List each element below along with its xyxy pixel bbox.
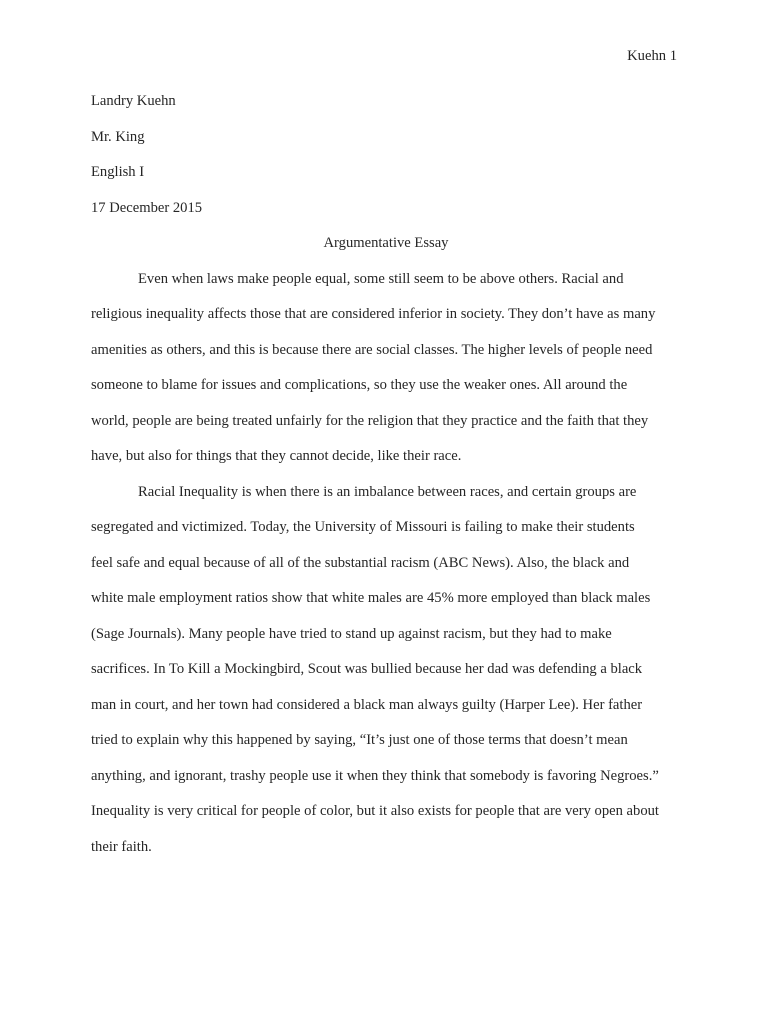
paragraph-line: man in court, and her town had considered a black man always guilty (Harper Lee). Her father <box>91 696 643 713</box>
paragraph-line: world, people are being treated unfairly for the religion that they practice and the faith that they <box>91 412 649 429</box>
paragraph-line: Even when laws make people equal, some still seem to be above others. Racial and <box>138 270 624 287</box>
course-name: English I <box>91 164 145 180</box>
paragraph-line: white male employment ratios show that white males are 45% more employed than black males <box>91 590 651 606</box>
paragraph-line: someone to blame for issues and complications, so they use the weaker ones. All around the <box>91 377 628 393</box>
paragraph-line: religious inequality affects those that are considered inferior in society. They don’t have as many <box>91 306 656 322</box>
paragraph-line: Racial Inequality is when there is an imbalance between races, and certain groups are <box>138 483 637 500</box>
essay-date: 17 December 2015 <box>91 199 203 216</box>
paragraph-2 <box>91 480 681 871</box>
essay-body <box>91 89 681 870</box>
paragraph-line: Inequality is very critical for people of color, but it also exists for people that are very open about <box>91 803 659 819</box>
paragraph-line: (Sage Journals). Many people have tried to stand up against racism, but they had to make <box>91 625 612 642</box>
paragraph-line: have, but also for things that they cannot decide, like their race. <box>91 448 462 464</box>
paragraph-1 <box>91 267 681 480</box>
paragraph-line: segregated and victimized. Today, the University of Missouri is failing to make their students <box>91 519 635 535</box>
paragraph-line: feel safe and equal because of all of the substantial racism (ABC News). Also, the black and <box>91 554 630 571</box>
paragraph-line: their faith. <box>91 838 152 855</box>
paragraph-line: amenities as others, and this is because there are social classes. The higher levels of people need <box>91 341 653 358</box>
paragraph-line: sacrifices. In To Kill a Mockingbird, Scout was bullied because her dad was defending a black <box>91 661 643 677</box>
author-name: Landry Kuehn <box>91 93 176 109</box>
paragraph-line: anything, and ignorant, trashy people use it when they think that somebody is favoring Negroes.” <box>91 767 659 784</box>
essay-title: Argumentative Essay <box>323 235 449 251</box>
running-head: Kuehn 1 <box>627 48 677 64</box>
teacher-name: Mr. King <box>91 128 145 145</box>
paragraph-line: tried to explain why this happened by saying, “It’s just one of those terms that doesn’t mean <box>91 732 628 748</box>
